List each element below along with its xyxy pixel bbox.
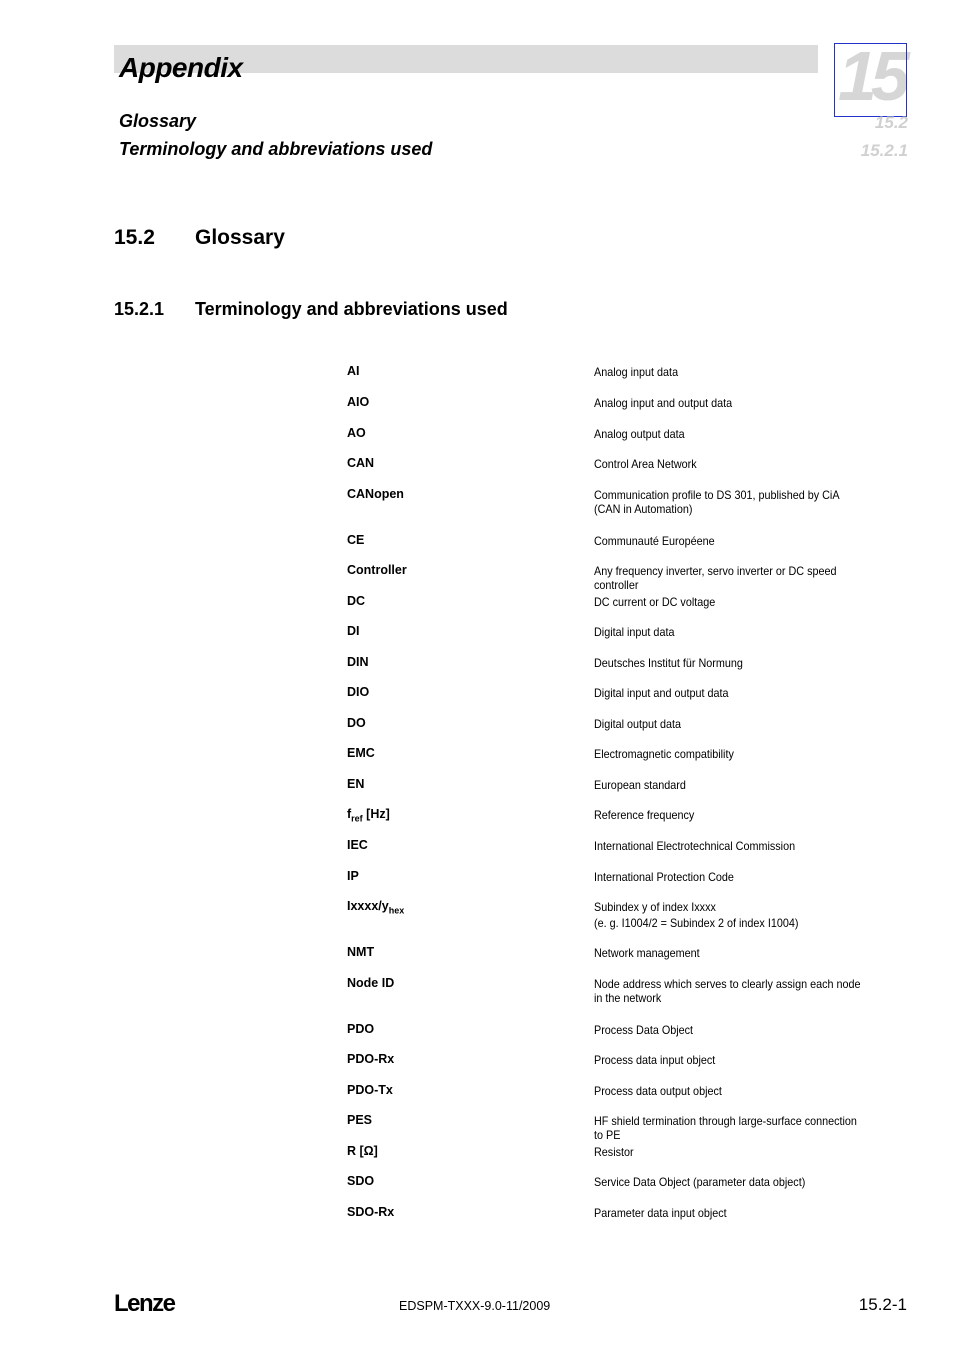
glossary-definition [594,778,864,792]
subsection-title: Terminology and abbreviations used [195,299,508,319]
term-text: DC [347,594,366,608]
definition-text: Network management [594,946,700,960]
term-text: NMT [347,945,375,959]
term-text: DIO [347,685,370,699]
definition-text: Electromagnetic compatibility [594,747,734,761]
glossary-definition [594,1145,864,1159]
term-text: AIO [347,395,370,409]
page-title: Appendix [119,52,243,83]
glossary-definition [594,686,864,700]
definition-text: Process data input object [594,1053,716,1067]
glossary-term [347,624,360,638]
definition-text: DC current or DC voltage [594,595,716,609]
term-text: CE [347,533,365,547]
term-text: SDO-Rx [347,1205,395,1219]
term-text: EMC [347,746,375,760]
glossary-term [347,426,366,440]
glossary-term [347,1144,378,1158]
document-id: EDSPM-TXXX-9.0-11/2009 [399,1299,551,1313]
glossary-definition [594,900,864,930]
definition-text: Reference frequency [594,808,695,822]
definition-text-line2: (e. g. I1004/2 = Subindex 2 of index I1004) [594,916,799,930]
glossary-definition [594,396,864,410]
header-subtitle-glossary: Glossary [119,111,197,131]
term-text: PDO [347,1022,375,1036]
definition-text: European standard [594,778,686,792]
section-number: 15.2 [114,226,155,249]
term-text: DO [347,716,366,730]
glossary-term [347,364,360,378]
glossary-term [347,533,364,547]
term-text: Node ID [347,976,395,990]
term-text: CAN [347,456,375,470]
glossary-term [347,594,365,608]
term-text: IP [347,869,359,883]
glossary-definition [594,977,864,1005]
term-text: Ixxxx/y [347,899,389,913]
term-text: AO [347,426,366,440]
definition-text: Any frequency inverter, servo inverter or DC speed controller [594,564,837,592]
definition-text: Subindex y of index Ixxxx [594,900,716,914]
glossary-definition [594,625,864,639]
definition-text: Communauté Européene [594,534,715,548]
glossary-term [347,487,404,501]
glossary-term [347,563,407,577]
definition-text: Digital input and output data [594,686,729,700]
section-ref-1: 15.2 [874,113,908,132]
glossary-term [347,1174,374,1188]
term-text: IEC [347,838,368,852]
definition-text: Analog input and output data [594,396,733,410]
glossary-term [347,685,369,699]
section-ref-2: 15.2.1 [860,141,908,160]
term-text: EN [347,777,365,791]
definition-text: International Electrotechnical Commission [594,839,796,853]
glossary-definition [594,564,864,592]
chapter-box [834,43,907,117]
term-text: PES [347,1113,373,1127]
glossary-definition [594,365,864,379]
term-text: AI [347,364,360,378]
definition-text: Process Data Object [594,1023,694,1037]
definition-text: Deutsches Institut für Normung [594,656,743,670]
glossary-term [347,746,375,760]
term-text: R [Ω] [347,1144,378,1158]
glossary-term [347,456,374,470]
glossary-term [347,395,369,409]
definition-text: Parameter data input object [594,1206,727,1220]
glossary-term [347,777,364,791]
glossary-term [347,1113,372,1127]
term-text: f [347,807,352,821]
glossary-definition [594,488,864,516]
glossary-definition [594,1053,864,1067]
glossary-term [347,899,404,916]
lenze-logo: Lenze [114,1290,175,1317]
glossary-term [347,716,366,730]
term-subscript: ref [351,813,363,824]
glossary-term [347,976,394,990]
term-text: CANopen [347,487,404,501]
term-suffix: [Hz] [362,807,390,821]
definition-text: Analog input data [594,365,679,379]
definition-text: Service Data Object (parameter data object) [594,1175,806,1189]
page-number: 15.2-1 [858,1295,907,1314]
glossary-term [347,807,390,824]
definition-text: Control Area Network [594,457,697,471]
definition-text: Analog output data [594,427,685,441]
glossary-term [347,1205,394,1219]
term-text: PDO-Rx [347,1052,395,1066]
glossary-definition [594,747,864,761]
glossary-definition [594,457,864,471]
glossary-definition [594,808,864,822]
term-text: DI [347,624,360,638]
glossary-definition [594,427,864,441]
glossary-definition [594,534,864,548]
definition-text: HF shield termination through large-surface connection to PE [594,1114,857,1142]
header-subtitle-terminology: Terminology and abbreviations used [119,139,433,159]
glossary-definition [594,595,864,609]
glossary-definition [594,1206,864,1220]
glossary-definition [594,717,864,731]
section-title: Glossary [195,226,285,249]
glossary-definition [594,1175,864,1189]
term-text: Controller [347,563,407,577]
definition-text: Process data output object [594,1084,722,1098]
glossary-definition [594,946,864,960]
subsection-heading [114,299,508,320]
glossary-definition [594,1084,864,1098]
glossary-term [347,945,374,959]
glossary-definition [594,656,864,670]
glossary-definition [594,839,864,853]
glossary-definition [594,1114,864,1142]
definition-text: International Protection Code [594,870,734,884]
glossary-definition [594,1023,864,1037]
subsection-number: 15.2.1 [114,299,165,319]
definition-text: Digital output data [594,717,682,731]
definition-text: Digital input data [594,625,675,639]
glossary-term [347,655,369,669]
chapter-number: 15 [838,37,904,115]
section-heading [114,226,285,250]
term-subscript: hex [388,905,405,916]
term-text: SDO [347,1174,375,1188]
definition-text: Resistor [594,1145,634,1159]
glossary-term [347,838,368,852]
glossary-term [347,869,359,883]
glossary-term [347,1052,394,1066]
definition-text: Communication profile to DS 301, published by CiA (CAN in Automation) [594,488,839,516]
glossary-definition [594,870,864,884]
term-text: DIN [347,655,369,669]
glossary-term [347,1022,374,1036]
definition-text: Node address which serves to clearly assign each node in the network [594,977,861,1005]
term-text: PDO-Tx [347,1083,393,1097]
glossary-term [347,1083,393,1097]
